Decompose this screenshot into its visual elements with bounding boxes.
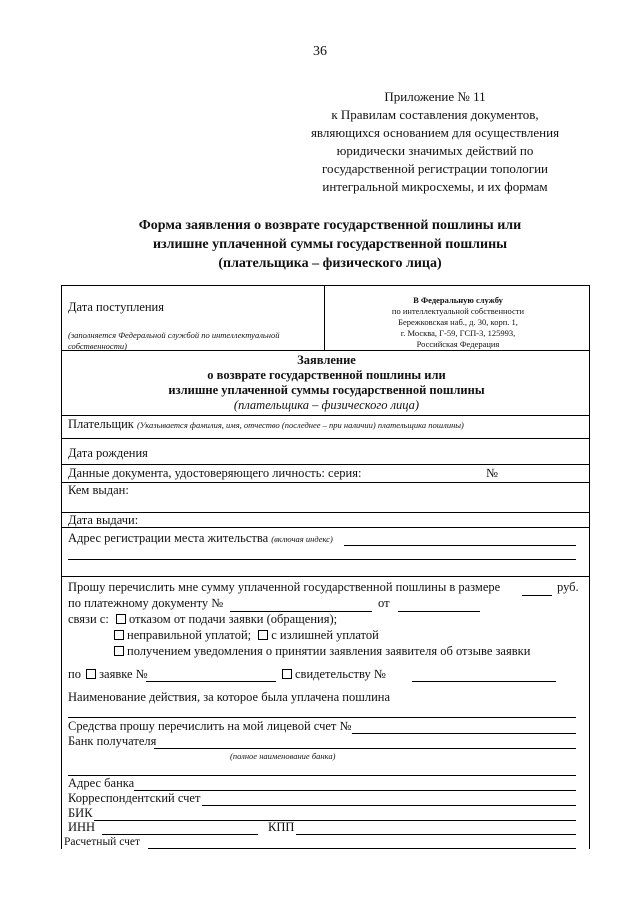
statement-block [62,353,591,413]
certificate-number-field[interactable] [412,681,556,682]
payment-date-field[interactable] [398,611,480,612]
bank-hint: (полное наименование банка) [230,751,336,761]
issue-date-label: Дата выдачи: [68,513,139,527]
reason-row-2 [114,628,379,643]
statement-line: о возврате государственной пошлины или [207,368,446,382]
from-label: от [378,596,390,610]
certificate-number-label: свидетельству № [295,667,386,681]
reason-incorrect-label: неправильной уплатой; [127,628,252,642]
reason-refusal-checkbox[interactable] [116,614,126,624]
birth-date-label: Дата рождения [68,446,148,460]
settlement-account-field[interactable] [148,848,576,849]
beneficiary-bank-field[interactable] [154,748,576,749]
application-number-field[interactable] [146,681,276,682]
recipient-line: Бережковская наб., д. 30, корп. 1, [398,317,518,327]
recipient-block [325,295,591,350]
bik-field[interactable] [94,820,576,821]
reason-row-1 [68,612,337,627]
certificate-checkbox[interactable] [282,669,292,679]
beneficiary-bank-label: Банк получателя [68,734,157,748]
divider [62,415,589,416]
certificate-row [282,667,386,682]
appendix-line: к Правилам составления документов, [331,107,539,122]
reason-overpayment-checkbox[interactable] [258,630,268,640]
kpp-label: КПП [268,820,295,834]
form-title-line: излишне уплаченной суммы государственной пошлины [152,237,508,252]
receipt-date-label: Дата поступления [68,300,164,314]
payment-document-label: по платежному документу № [68,596,224,610]
appendix-line: интегральной микросхемы, и их формам [322,179,548,194]
divider [62,512,589,513]
address-field-line[interactable] [68,559,576,560]
divider [62,482,589,483]
beneficiary-bank-field-line[interactable] [68,775,576,776]
corr-account-label: Корреспондентский счет [68,791,201,805]
payer-hint: (Указывается фамилия, имя, отчество (последнее – при наличии) плательщика пошлины) [136,420,464,430]
appendix-line: юридически значимых действий по [336,143,534,158]
appendix-line: государственной регистрации топологии [322,161,548,176]
reason-withdrawal-checkbox[interactable] [114,646,124,656]
address-label: Адрес регистрации места жительства [68,531,269,545]
form-title [100,216,560,273]
divider [62,438,589,439]
bik-label: БИК [68,806,93,820]
application-checkbox[interactable] [86,669,96,679]
receipt-note: (заполняется Федеральной службой по интеллектуальной собственности) [68,330,280,351]
appendix-caption [290,88,580,196]
issued-by-label: Кем выдан: [68,483,129,497]
divider [62,576,589,577]
statement-subtitle: (плательщика – физического лица) [233,398,420,412]
statement-title: Заявление [297,353,356,367]
id-number-label: № [486,466,498,480]
application-row [68,667,148,682]
address-hint: (включая индекс) [271,534,333,544]
reason-incorrect-checkbox[interactable] [114,630,124,640]
refund-amount-field[interactable] [522,595,552,596]
corr-account-field[interactable] [202,805,576,806]
page-number: 36 [313,44,327,59]
reason-overpayment-label: с излишней уплатой [271,628,379,642]
by-label: по [68,667,81,681]
payer-row [68,417,464,432]
reason-refusal-label: отказом от подачи заявки (обращения); [128,612,338,626]
appendix-line: Приложение № 11 [384,89,486,104]
action-field[interactable] [68,717,576,718]
kpp-field[interactable] [296,834,576,835]
recipient-title: В Федеральную службу [413,295,503,305]
form-title-line: Форма заявления о возврате государственной пошлины или [138,218,522,233]
recipient-line: г. Москва, Г-59, ГСП-3, 125993, [400,328,516,338]
address-row [68,531,333,546]
reason-label: связи с: [68,612,109,626]
address-field[interactable] [344,545,576,546]
appendix-line: являющихся основанием для осуществления [310,125,560,140]
form-title-line: (плательщика – физического лица) [218,256,442,271]
currency-label: руб. [557,580,579,594]
statement-line: излишне уплаченной суммы государственной пошлины [168,383,485,397]
recipient-line: по интеллектуальной собственности [391,306,525,316]
id-document-label: Данные документа, удостоверяющего личность: серия: [68,466,362,480]
account-label: Средства прошу перечислить на мой лицевой счет № [68,719,352,733]
application-number-label: заявке № [99,667,148,681]
application-form [61,285,590,849]
recipient-line: Российская Федерация [416,339,500,349]
payer-label: Плательщик [68,417,134,431]
divider [62,350,589,351]
action-label: Наименование действия, за которое была уплачена пошлина [68,690,391,704]
bank-address-label: Адрес банка [68,776,135,790]
settlement-account-label: Расчетный счет [64,836,140,848]
inn-label: ИНН [68,820,96,834]
account-field[interactable] [352,733,576,734]
refund-amount-label: Прошу перечислить мне сумму уплаченной государственной пошлины в размере [68,580,501,594]
reason-row-3 [114,644,530,659]
reason-withdrawal-label: получением уведомления о принятии заявления заявителя об отзыве заявки [127,644,531,658]
divider [62,464,589,465]
divider [62,527,589,528]
